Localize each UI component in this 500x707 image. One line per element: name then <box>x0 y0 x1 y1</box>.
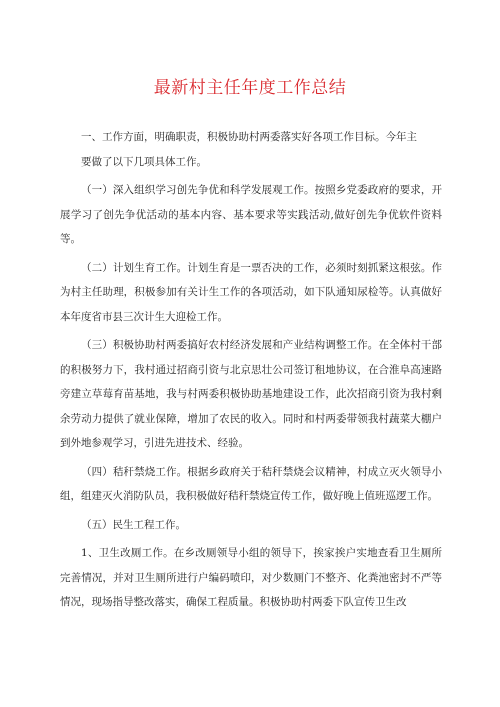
paragraph-work-overview-cont: 要做了以下几项具体工作。 <box>81 155 207 168</box>
paragraph-straw-burning: （四）秸秆禁烧工作。根据乡政府关于秸秆禁烧会议精神，村成立灭火领导小组，组建灭火消防队员，我积极做好秸秆禁烧宣传工作，做好晚上值班巡逻工作。 <box>60 465 442 502</box>
paragraph-livelihood-projects: （五）民生工程工作。 <box>81 518 186 531</box>
paragraph-family-planning: （二）计划生育工作。计划生育是一票否决的工作，必须时刻抓紧这根弦。作为村主任助理，积极参加有关计生工作的各项活动，如下队通知尿检等。认真做好本年度省市县三次计生大迎检工作。 <box>60 261 442 323</box>
paragraph-work-overview: 一、工作方面，明确职责，积极协助村两委落实好各项工作目标。今年主 <box>81 131 417 143</box>
document-body <box>60 125 442 615</box>
paragraph-toilet-renovation: 1、卫生改厕工作。在乡改厕领导小组的领导下，挨家挨户实地查看卫生厕所完善情况，并对卫生厕所进行户编码喷印，对少数厕门不整齐、化粪池密封不严等情况，现场指导整改落实，确保工程质量。积极协助村两委下队宣传卫生改 <box>60 547 442 608</box>
paragraph-study-activities: （一）深入组织学习创先争优和科学发展观工作。按照乡党委政府的要求，开展学习了创先争优活动的基本内容、基本要求等实践活动,做好创先争优软件资料等。 <box>60 184 442 245</box>
document-title: 最新村主任年度工作总结 <box>153 78 347 98</box>
paragraph-economic-development: （三）积极协助村两委搞好农村经济发展和产业结构调整工作。在全体村干部的积极努力下，我村通过招商引资与北京思壮公司签订租地协议，在合淮阜高速路旁建立草莓育苗基地，我与村两委积极协助基地建设工作，此次招商引资为我村剩余劳动力提供了就业保障，增加了农民的收入。同时和村两委带领我村蔬菜大棚户到外地参观学习，引进先进技术、经验。 <box>60 339 442 449</box>
